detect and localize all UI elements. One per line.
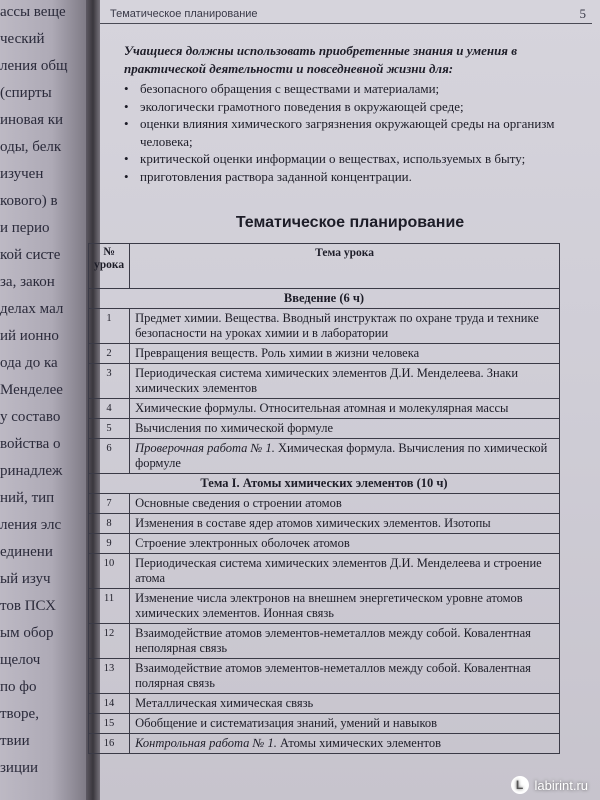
left-page-line: оды, белк <box>0 139 62 155</box>
lesson-topic-text: Превращения веществ. Роль химии в жизни человека <box>135 346 420 360</box>
left-page-line: кового) в <box>0 193 58 209</box>
lesson-topic <box>130 344 560 364</box>
left-page-line: делах мал <box>0 301 64 317</box>
left-page-line: кой систе <box>0 247 61 263</box>
lesson-number: 2 <box>89 344 130 364</box>
left-page-line: (спирты <box>0 85 52 101</box>
left-page-line: единени <box>0 544 53 560</box>
lesson-number: 1 <box>89 309 130 344</box>
lesson-number: 16 <box>89 734 130 754</box>
lesson-topic-text: Химические формулы. Относительная атомная и молекулярная массы <box>135 401 509 415</box>
left-page-line: за, закон <box>0 274 55 290</box>
lesson-topic <box>130 364 560 399</box>
table-row <box>89 309 560 344</box>
lesson-number: 12 <box>89 624 130 659</box>
left-page-line: творе, <box>0 706 39 722</box>
table-row <box>89 589 560 624</box>
lesson-topic-text: Периодическая система химических элементов Д.И. Менделеева. Знаки химических элементов <box>135 366 519 395</box>
table-row <box>89 534 560 554</box>
lesson-number: 13 <box>89 659 130 694</box>
left-page-line: ческий <box>0 31 45 47</box>
left-page-line: изучен <box>0 166 44 182</box>
table-row <box>89 554 560 589</box>
lesson-topic <box>130 399 560 419</box>
left-page-line: и перио <box>0 220 50 236</box>
lesson-number: 11 <box>89 589 130 624</box>
lesson-topic-text: Строение электронных оболочек атомов <box>135 536 350 550</box>
section-heading: Введение (6 ч) <box>89 289 560 309</box>
lesson-topic-text: Взаимодействие атомов элементов-неметаллов между собой. Ковалентная полярная связь <box>135 661 531 690</box>
table-row <box>89 344 560 364</box>
lesson-number: 6 <box>89 439 130 474</box>
lesson-number: 9 <box>89 534 130 554</box>
table-row <box>89 399 560 419</box>
work-type-label: Контрольная работа № 1. <box>135 736 277 750</box>
watermark <box>511 776 588 794</box>
table-row <box>89 364 560 399</box>
lesson-topic-text: Взаимодействие атомов элементов-неметаллов между собой. Ковалентная неполярная связь <box>135 626 531 655</box>
skills-list <box>118 80 558 185</box>
table-row <box>89 624 560 659</box>
table-header-row <box>89 244 560 289</box>
lesson-number: 5 <box>89 419 130 439</box>
lesson-number: 7 <box>89 494 130 514</box>
left-page-line: Менделее <box>0 382 63 398</box>
running-head-title: Тематическое планирование <box>110 8 258 20</box>
header-rule <box>100 23 592 24</box>
left-page-line: щелоч <box>0 652 41 668</box>
lesson-topic <box>130 554 560 589</box>
lesson-number: 14 <box>89 694 130 714</box>
lesson-topic <box>130 514 560 534</box>
section-heading: Тема I. Атомы химических элементов (10 ч) <box>89 474 560 494</box>
skill-item: • критической оценки информации о веществах, используемых в быту; <box>118 150 558 168</box>
col-lesson-number: № урока <box>89 244 130 289</box>
page-number: 5 <box>579 6 586 21</box>
work-type-label: Проверочная работа № 1. <box>135 441 275 455</box>
table-row <box>89 694 560 714</box>
lesson-topic <box>130 659 560 694</box>
lesson-number: 3 <box>89 364 130 399</box>
section-row <box>89 474 560 494</box>
labirint-logo-icon: L <box>511 776 529 794</box>
lesson-number: 15 <box>89 714 130 734</box>
col-lesson-topic: Тема урока <box>130 244 560 289</box>
lesson-topic-text: Изменение числа электронов на внешнем энергетическом уровне атомов химических элементов. Ионная связь <box>135 591 523 620</box>
left-page-line: зиции <box>0 760 39 776</box>
lesson-plan-table <box>88 243 560 754</box>
lesson-topic <box>130 494 560 514</box>
left-page-line: ий ионно <box>0 328 59 344</box>
left-page-line: ода до ка <box>0 355 58 371</box>
skill-item: • экологически грамотного поведения в окружающей среде; <box>118 98 558 116</box>
intro-heading: Учащиеся должны использовать приобретенные знания и умения в практической деятельности и повседневной жизни для: <box>124 43 518 76</box>
table-row <box>89 494 560 514</box>
lesson-topic-text: Основные сведения о строении атомов <box>135 496 342 510</box>
table-row <box>89 439 560 474</box>
left-page-line: войства о <box>0 436 61 452</box>
lesson-topic <box>130 694 560 714</box>
lesson-topic <box>130 714 560 734</box>
lesson-number: 10 <box>89 554 130 589</box>
left-page-line: ассы веще <box>0 4 66 20</box>
lesson-number: 4 <box>89 399 130 419</box>
lesson-topic <box>130 589 560 624</box>
lesson-topic-text: Атомы химических элементов <box>279 736 441 750</box>
table-row <box>89 714 560 734</box>
lesson-number: 8 <box>89 514 130 534</box>
left-page-line: ления общ <box>0 58 68 74</box>
left-page-line: ления элс <box>0 517 62 533</box>
section-title: Тематическое планирование <box>235 214 465 231</box>
skills-intro <box>118 42 558 185</box>
left-page-line: иновая ки <box>0 112 64 128</box>
lesson-topic <box>130 534 560 554</box>
section-row <box>89 289 560 309</box>
lesson-topic-text: Предмет химии. Вещества. Вводный инструктаж по охране труда и технике безопасности на уроках химии и в лаборатории <box>135 311 539 340</box>
lesson-topic-text: Периодическая система химических элементов Д.И. Менделеева и строение атома <box>135 556 542 585</box>
lesson-topic <box>130 419 560 439</box>
table-row <box>89 514 560 534</box>
lesson-topic <box>130 624 560 659</box>
table-body <box>89 289 560 754</box>
left-page-line: ний, тип <box>0 490 55 506</box>
lesson-topic-text: Вычисления по химической формуле <box>135 421 334 435</box>
left-page-line: ым обор <box>0 625 54 641</box>
left-page-line: ый изуч <box>0 571 51 587</box>
left-page-line: ринадлеж <box>0 463 63 479</box>
table-row <box>89 419 560 439</box>
table-row <box>89 659 560 694</box>
lesson-topic <box>130 439 560 474</box>
skill-item: • оценки влияния химического загрязнения окружающей среды на организм человека; <box>118 115 558 150</box>
skill-item: • приготовления раствора заданной концентрации. <box>118 168 558 186</box>
lesson-topic <box>130 309 560 344</box>
table-row <box>89 734 560 754</box>
left-page-line: у составо <box>0 409 61 425</box>
left-page-line: твии <box>0 733 30 749</box>
lesson-topic-text: Обобщение и систематизация знаний, умений и навыков <box>135 716 438 730</box>
running-head <box>100 6 600 24</box>
lesson-topic-text: Химическая формула. Вычисления по химической формуле <box>135 441 548 470</box>
lesson-topic-text: Изменения в составе ядер атомов химических элементов. Изотопы <box>135 516 491 530</box>
watermark-text: labirint.ru <box>534 777 588 793</box>
skill-item: • безопасного обращения с веществами и материалами; <box>118 80 558 98</box>
right-page <box>94 0 600 800</box>
left-page-line: по фо <box>0 679 37 695</box>
lesson-topic-text: Металлическая химическая связь <box>135 696 314 710</box>
left-facing-page <box>0 0 86 800</box>
lesson-topic <box>130 734 560 754</box>
left-page-line: тов ПСХ <box>0 598 56 614</box>
